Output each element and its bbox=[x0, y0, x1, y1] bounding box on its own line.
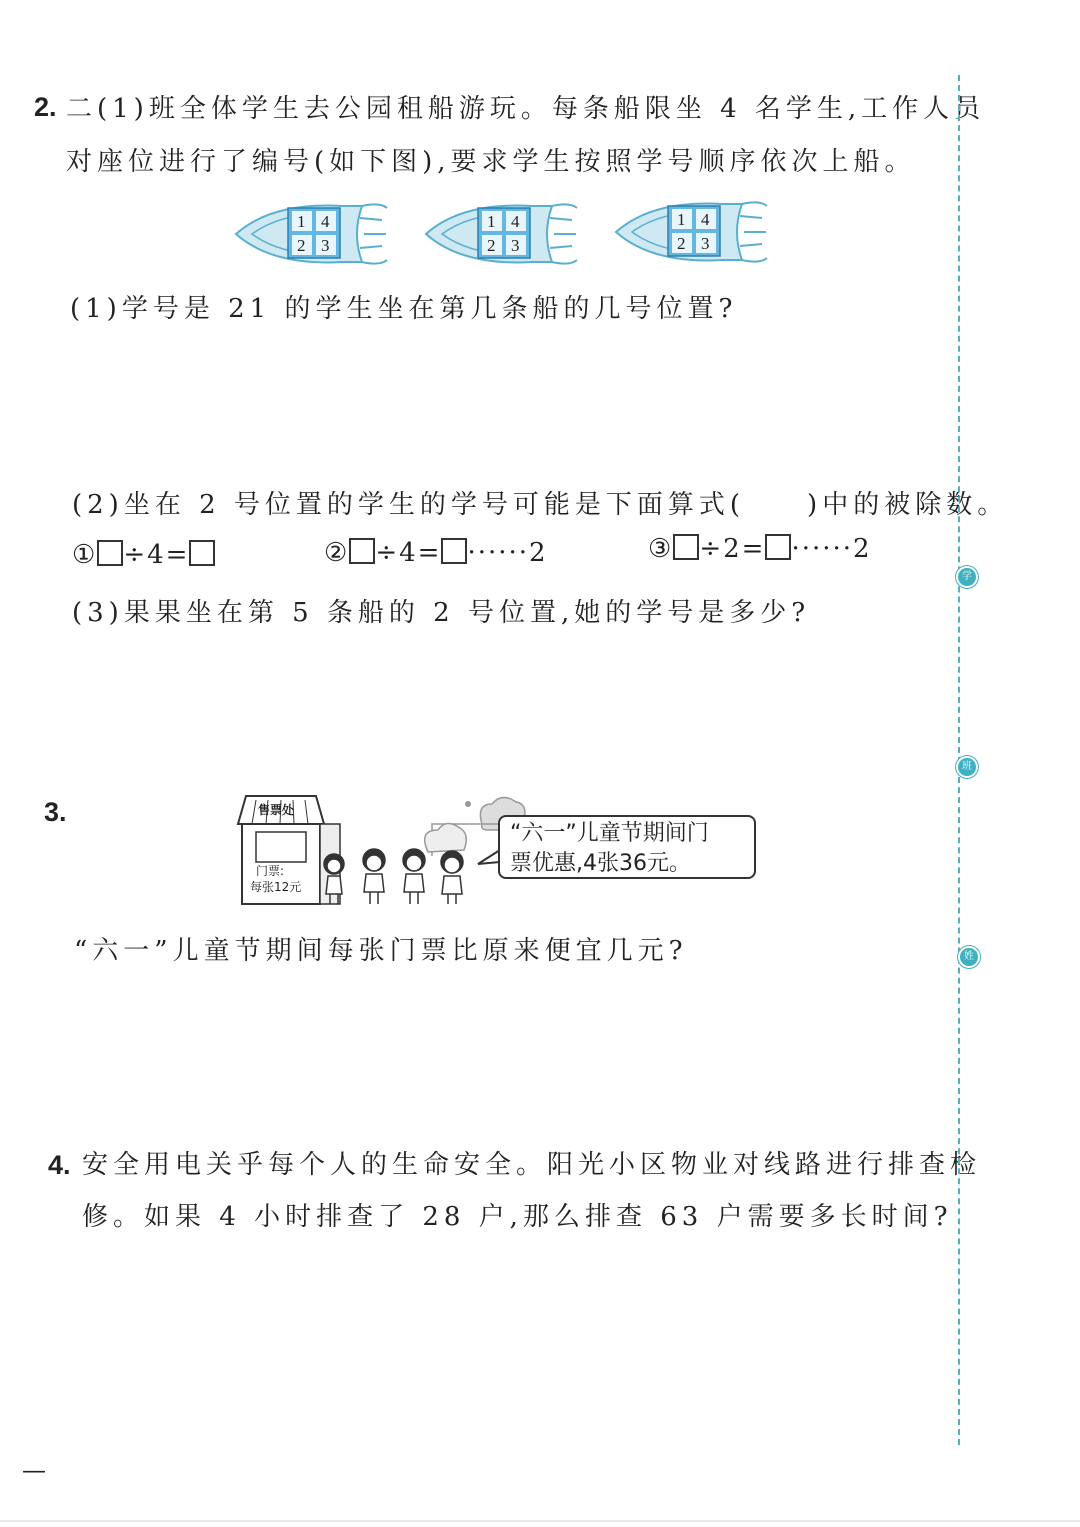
option-3-remainder: ······2 bbox=[791, 534, 872, 564]
option-1 bbox=[72, 540, 215, 570]
blank-box bbox=[673, 534, 699, 560]
question-2-sub-2: (2)坐在 2 号位置的学生的学号可能是下面算式( )中的被除数。 bbox=[72, 490, 1009, 520]
option-3-operator: ÷2= bbox=[699, 534, 766, 564]
question-3-text: “六一”儿童节期间每张门票比原来便宜几元? bbox=[74, 936, 688, 966]
boat-seat-2: 2 bbox=[677, 234, 686, 253]
question-4-line-2: 修。如果 4 小时排查了 28 户,那么排查 63 户需要多长时间? bbox=[82, 1202, 953, 1232]
question-2-line-1: 二(1)班全体学生去公园租船游玩。每条船限坐 4 名学生,工作人员 bbox=[66, 94, 986, 124]
option-2-mark: ② bbox=[324, 538, 350, 568]
question-4-line-1: 安全用电关乎每个人的生命安全。阳光小区物业对线路进行排查检 bbox=[82, 1150, 982, 1180]
question-3-number: 3. bbox=[44, 797, 67, 827]
bubble-line-2: 票优惠,4张36元。 bbox=[510, 851, 691, 876]
boat-seat-1: 1 bbox=[677, 210, 686, 229]
speech-bubble bbox=[498, 815, 756, 879]
option-3-mark: ③ bbox=[648, 534, 674, 564]
boat-seat-2: 2 bbox=[297, 236, 306, 255]
question-2-line-2: 对座位进行了编号(如下图),要求学生按照学号顺序依次上船。 bbox=[66, 147, 916, 177]
option-1-operator: ÷4= bbox=[123, 540, 190, 570]
blank-box bbox=[97, 540, 123, 566]
booth-price-label: 门票: bbox=[256, 864, 285, 878]
page-bottom-edge bbox=[0, 1520, 1080, 1522]
boat-seat-4: 4 bbox=[511, 212, 520, 231]
boat-seat-3: 3 bbox=[701, 234, 710, 253]
margin-label-dot: 学 bbox=[956, 566, 978, 588]
option-2-operator: ÷4= bbox=[375, 538, 442, 568]
option-2-remainder: ······2 bbox=[467, 538, 548, 568]
question-2-number: 2. bbox=[34, 92, 57, 122]
question-2-sub-3: (3)果果坐在第 5 条船的 2 号位置,她的学号是多少? bbox=[72, 598, 811, 628]
option-1-mark: ① bbox=[72, 540, 98, 570]
bubble-line-1: “六一”儿童节期间门 bbox=[510, 821, 709, 846]
blank-box bbox=[765, 534, 791, 560]
boat-seat-1: 1 bbox=[297, 212, 306, 231]
question-2-sub-1: (1)学号是 21 的学生坐在第几条船的几号位置? bbox=[70, 294, 738, 324]
blank-box bbox=[349, 538, 375, 564]
blank-box bbox=[189, 540, 215, 566]
boat-seat-3: 3 bbox=[511, 236, 520, 255]
boat-seat-1: 1 bbox=[487, 212, 496, 231]
boat-seat-4: 4 bbox=[701, 210, 710, 229]
option-3 bbox=[648, 534, 872, 564]
booth-price-value: 每张12元 bbox=[250, 880, 302, 894]
option-2 bbox=[324, 538, 548, 568]
margin-label-dot: 姓 bbox=[958, 946, 980, 968]
boat-seat-3: 3 bbox=[321, 236, 330, 255]
booth-sign: 售票处 bbox=[258, 803, 295, 817]
margin-label-dot: 班 bbox=[956, 756, 978, 778]
boat-seat-4: 4 bbox=[321, 212, 330, 231]
question-4-number: 4. bbox=[48, 1150, 71, 1180]
boat-seat-2: 2 bbox=[487, 236, 496, 255]
page-mark: — bbox=[22, 1456, 46, 1484]
blank-box bbox=[441, 538, 467, 564]
